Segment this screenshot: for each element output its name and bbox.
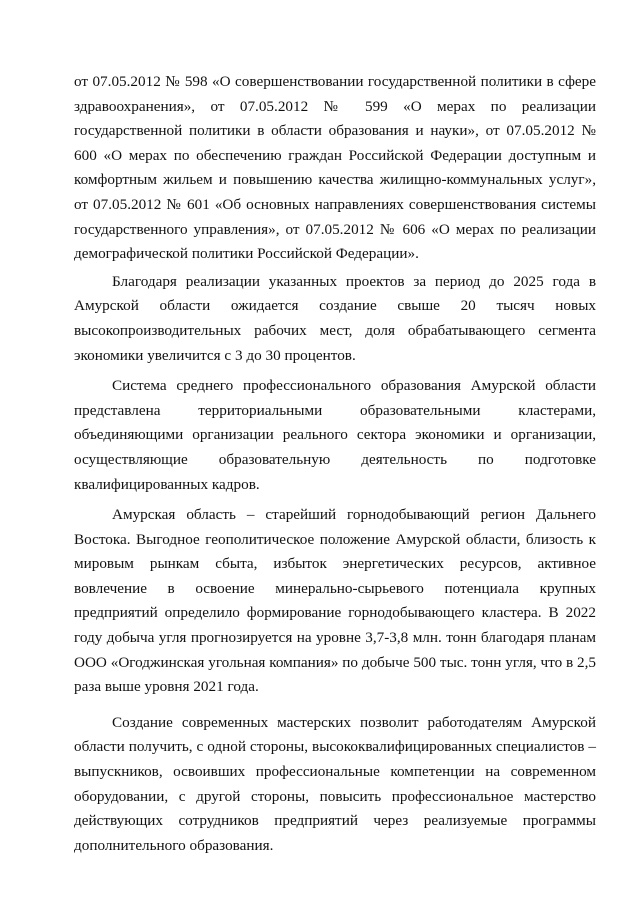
paragraph-projects-outcome: Благодаря реализации указанных проектов за период до 2025 года в Амурской области ожидается создание свыше 20 тысяч новых высокопроизводительных рабочих мест, доля обрабатывающего сегмента экономики увеличится с 3 до 30 процентов. <box>74 272 596 364</box>
paragraph-decrees-continuation: от 07.05.2012 № 598 «О совершенствовании государственной политики в сфере здравоохранения», от 07.05.2012 № 599 «О мерах по реализации государственной политики в области образования и науки», от 07.05.2012 № 600 «О мерах по обеспечению граждан Российской Федерации доступным и комфортным жильем и повышению качества жилищно-коммунальных услуг», от 07.05.2012 № 601 «Об основных направлениях совершенствования системы государственного управления», от 07.05.2012 № 606 «О мерах по реализации демографической политики Российской Федерации». <box>74 73 596 263</box>
document-body <box>74 70 596 858</box>
paragraph-mining-region: Амурская область – старейший горнодобывающий регион Дальнего Востока. Выгодное геополитическое положение Амурской области, близость к мировым рынкам сбыта, избыток энергетических ресурсов, активное вовлечение в освоение минерально-сырьевого потенциала крупных предприятий определило формирование горнодобывающего кластера. В 2022 году добыча угля прогнозируется на уровне 3,7-3,8 млн. тонн благодаря планам ООО «Огоджинская угольная компания» по добыче 500 тыс. тонн угля, что в 2,5 раза выше уровня 2021 года. <box>74 506 596 696</box>
paragraph-education-clusters: Система среднего профессионального образования Амурской области представлена территориальными образовательными кластерами, объединяющими организации реального сектора экономики и организации, осуществляющие образовательную деятельность по подготовке квалифицированных кадров. <box>74 377 596 493</box>
paragraph-workshops: Создание современных мастерских позволит работодателям Амурской области получить, с одной стороны, высококвалифицированных специалистов – выпускников, освоивших профессиональные компетенции на современном оборудовании, с другой стороны, повысить профессиональное мастерство действующих сотрудников предприятий через реализуемые программы дополнительного образования. <box>74 713 596 854</box>
